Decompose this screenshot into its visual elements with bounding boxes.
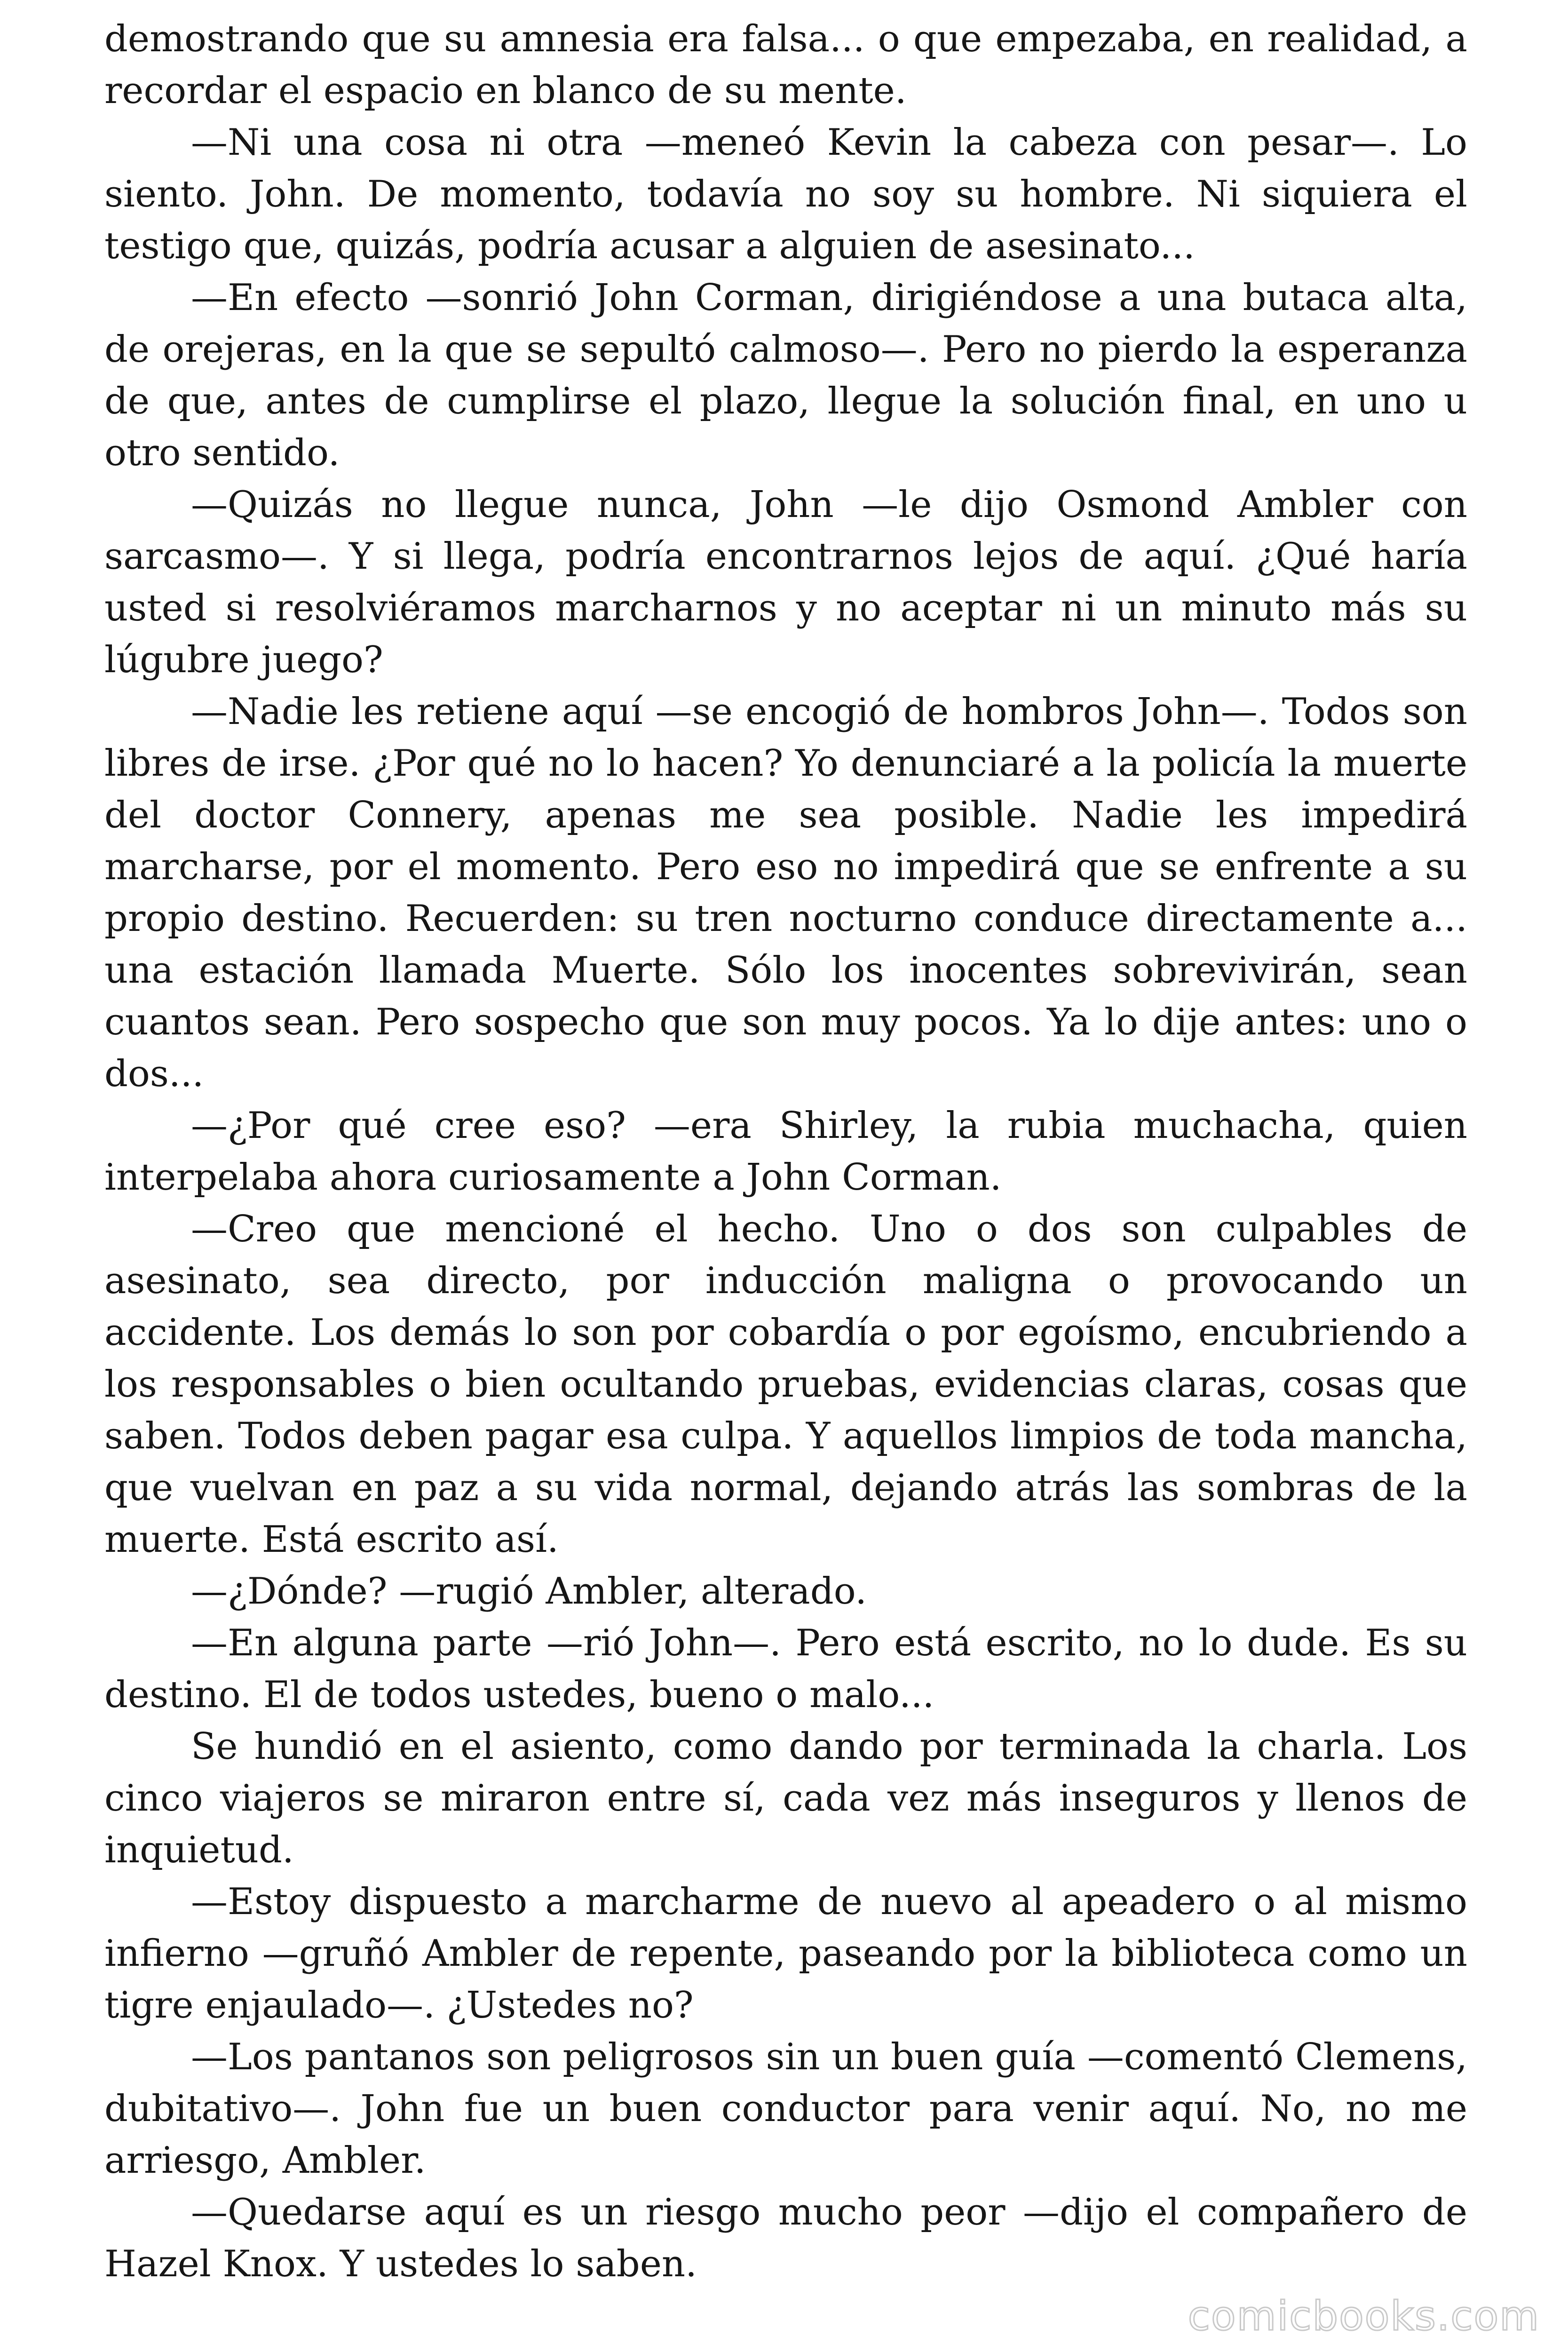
paragraph: —Los pantanos son peligrosos sin un buen guía —comentó Clemens, dubitativo—. John fue un buen conductor para venir aquí. No, no me arriesgo, Ambler. (104, 2036, 1467, 2182)
paragraph: —Creo que mencioné el hecho. Uno o dos son culpables de asesinato, sea directo, por inducción maligna o provocando un accidente. Los demás lo son por cobardía o por egoísmo, encubriendo a los responsables o bien ocultando pruebas, evidencias claras, cosas que saben. Todos deben pagar esa culpa. Y aquellos limpios de toda mancha, que vuelvan en paz a su vida normal, dejando atrás las sombras de la muerte. Está escrito así. (104, 1208, 1467, 1561)
paragraph: —Quizás no llegue nunca, John —le dijo Osmond Ambler con sarcasmo—. Y si llega, podría encontrarnos lejos de aquí. ¿Qué haría usted si resolviéramos marcharnos y no aceptar ni un minuto más su lúgubre juego? (104, 484, 1467, 681)
watermark: comicbooks.com (1188, 2293, 1540, 2340)
book-page (104, 13, 1467, 2290)
paragraph: —En alguna parte —rió John—. Pero está escrito, no lo dude. Es su destino. El de todos ustedes, bueno o malo... (104, 1622, 1467, 1716)
paragraph: —Nadie les retiene aquí —se encogió de hombros John—. Todos son libres de irse. ¿Por qué no lo hacen? Yo denunciaré a la policía la muerte del doctor Connery, apenas me sea posible. Nadie les impedirá marcharse, por el momento. Pero eso no impedirá que se enfrente a su propio destino. Recuerden: su tren nocturno conduce directamente a... una estación llamada Muerte. Sólo los inocentes sobrevivirán, sean cuantos sean. Pero sospecho que son muy pocos. Ya lo dije antes: uno o dos... (104, 691, 1467, 1095)
paragraph: —Quedarse aquí es un riesgo mucho peor —dijo el compañero de Hazel Knox. Y ustedes lo saben. (104, 2191, 1467, 2285)
paragraph: —¿Por qué cree eso? —era Shirley, la rubia muchacha, quien interpelaba ahora curiosamente a John Corman. (104, 1104, 1467, 1199)
paragraph: —¿Dónde? —rugió Ambler, alterado. (191, 1570, 867, 1613)
paragraph: —Ni una cosa ni otra —meneó Kevin la cabeza con pesar—. Lo siento. John. De momento, todavía no soy su hombre. Ni siquiera el testigo que, quizás, podría acusar a alguien de asesinato... (104, 121, 1467, 267)
paragraph: —En efecto —sonrió John Corman, dirigiéndose a una butaca alta, de orejeras, en la que se sepultó calmoso—. Pero no pierdo la esperanza de que, antes de cumplirse el plazo, llegue la solución final, en uno u otro sentido. (104, 277, 1467, 474)
paragraph: demostrando que su amnesia era falsa... o que empezaba, en realidad, a recordar el espacio en blanco de su mente. (104, 18, 1467, 112)
paragraph: Se hundió en el asiento, como dando por terminada la charla. Los cinco viajeros se miraron entre sí, cada vez más inseguros y llenos de inquietud. (104, 1725, 1467, 1871)
paragraph: —Estoy dispuesto a marcharme de nuevo al apeadero o al mismo infierno —gruñó Ambler de repente, paseando por la biblioteca como un tigre enjaulado—. ¿Ustedes no? (104, 1881, 1467, 2026)
